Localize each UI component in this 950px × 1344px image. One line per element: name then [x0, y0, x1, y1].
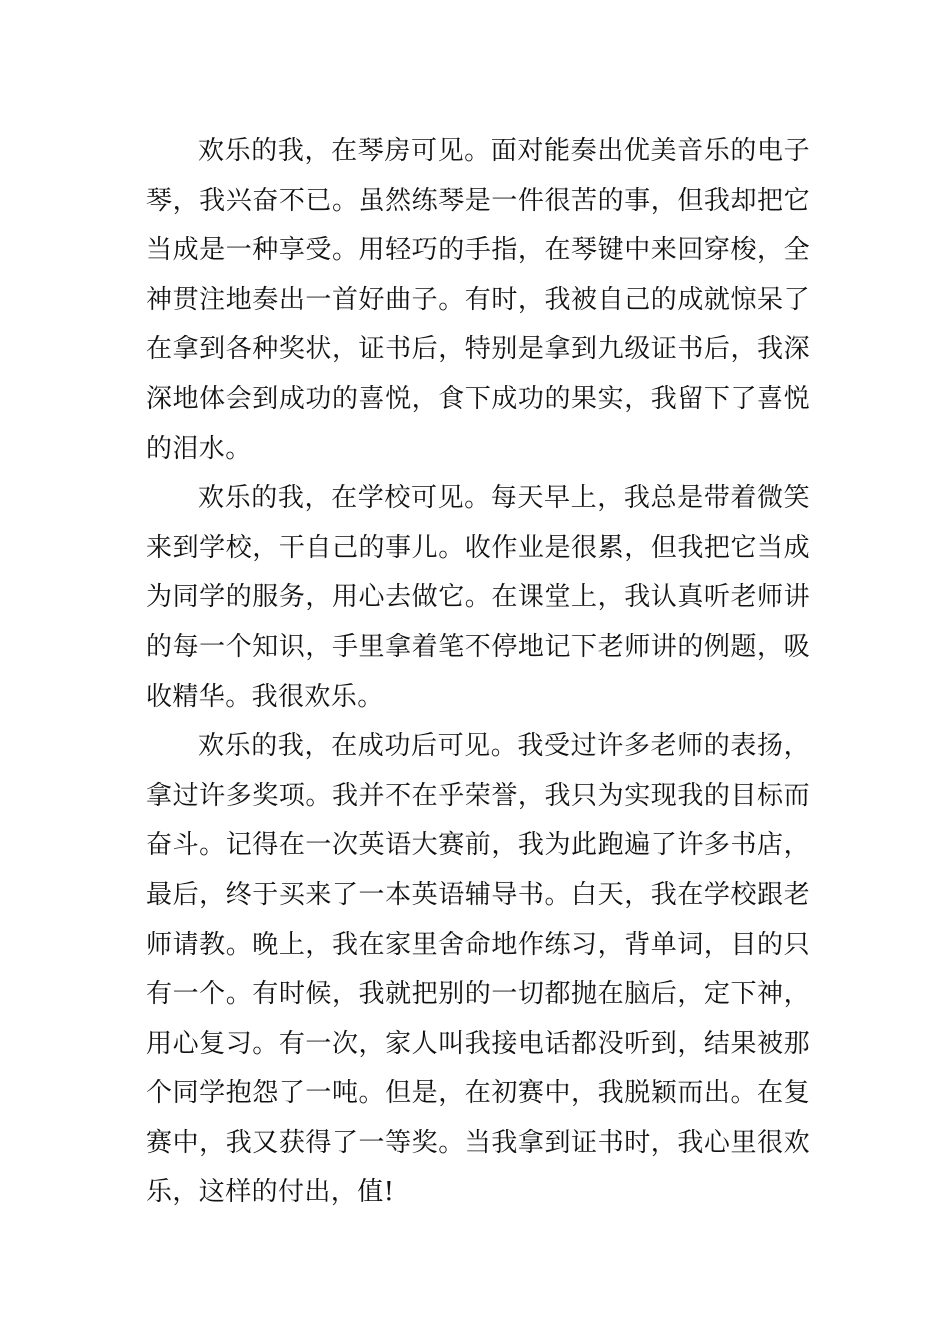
paragraph-success: 欢乐的我，在成功后可见。我受过许多老师的表扬，拿过许多奖项。我并不在乎荣誉，我只为实现我的目标而奋斗。记得在一次英语大赛前，我为此跑遍了许多书店，最后，终于买来了一本英语辅导书。白天，我在学校跟老师请教。晚上，我在家里舍命地作练习，背单词，目的只有一个。有时候，我就把别的一切都抛在脑后，定下神，用心复习。有一次，家人叫我接电话都没听到，结果被那个同学抱怨了一吨。但是，在初赛中，我脱颖而出。在复赛中，我又获得了一等奖。当我拿到证书时，我心里很欢乐，这样的付出，值!: [146, 731, 810, 1208]
paragraph-school: 欢乐的我，在学校可见。每天早上，我总是带着微笑来到学校，干自己的事儿。收作业是很累，但我把它当成为同学的服务，用心去做它。在课堂上，我认真听老师讲的每一个知识，手里拿着笔不停地记下老师讲的例题，吸收精华。我很欢乐。: [146, 483, 810, 712]
document-body: [146, 127, 810, 1218]
paragraph-piano-room: 欢乐的我，在琴房可见。面对能奏出优美音乐的电子琴，我兴奋不已。虽然练琴是一件很苦的事，但我却把它当成是一种享受。用轻巧的手指，在琴键中来回穿梭，全神贯注地奏出一首好曲子。有时，我被自己的成就惊呆了在拿到各种奖状，证书后，特别是拿到九级证书后，我深深地体会到成功的喜悦，食下成功的果实，我留下了喜悦的泪水。: [146, 136, 810, 464]
